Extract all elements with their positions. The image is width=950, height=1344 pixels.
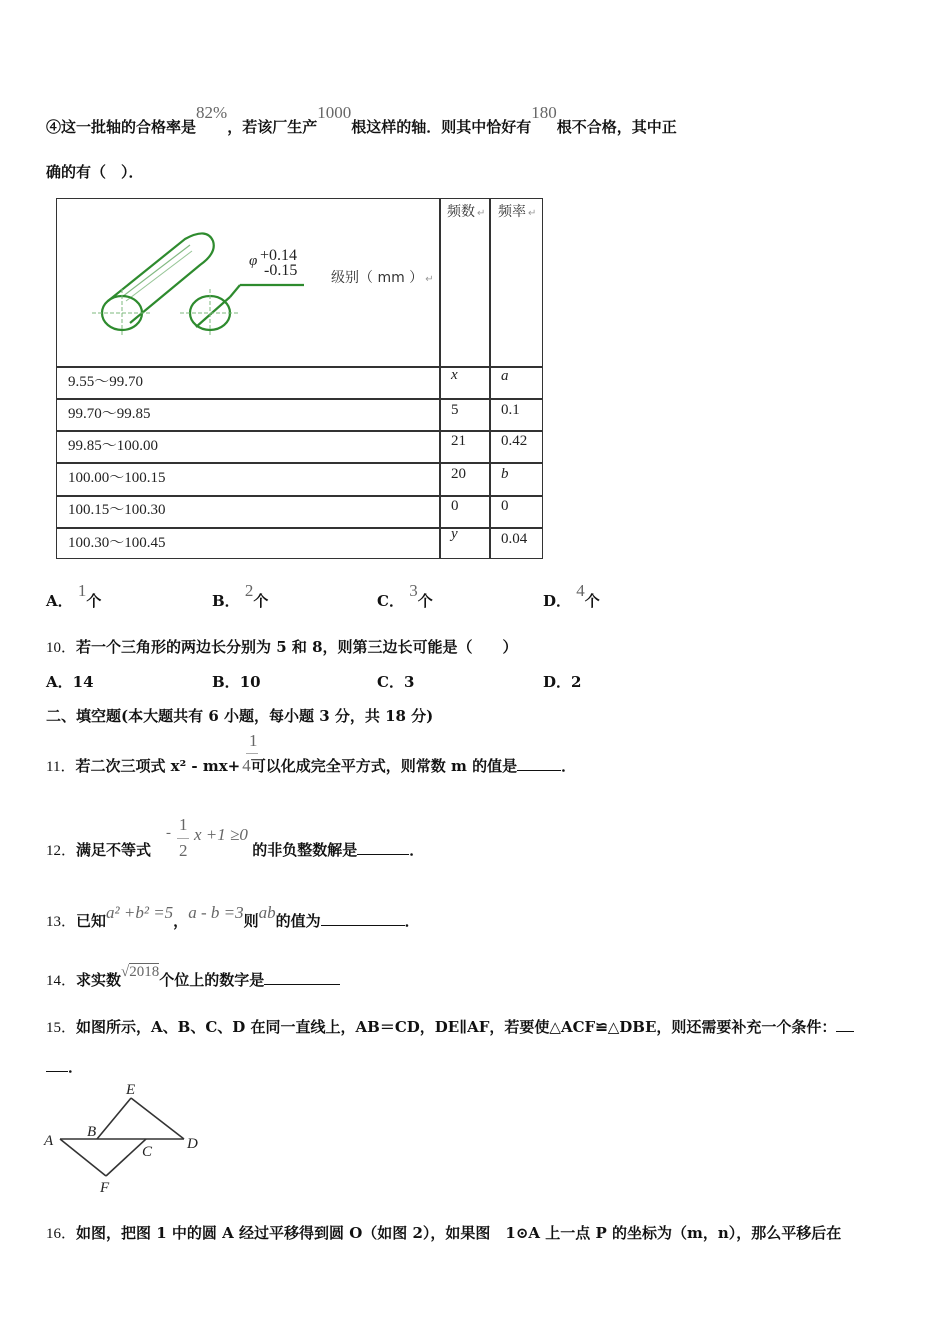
- answer-blank[interactable]: [46, 1071, 68, 1072]
- equation-2: a - b =3: [188, 903, 244, 922]
- q9-option-a[interactable]: [46, 581, 102, 611]
- table-row-count: 21: [451, 433, 466, 449]
- table-row-rate: 0.1: [501, 402, 520, 418]
- question-number: 13．: [46, 914, 77, 930]
- question-text: 如图，把图 1 中的圆 A 经过平移得到圆 O（如图 2），如果图 1⊙A 上一点 P 的坐标为（m，n），那么平移后在: [76, 1224, 842, 1242]
- option-value: 2: [571, 673, 582, 691]
- q10-question: [46, 636, 518, 657]
- q10-option-b[interactable]: [212, 671, 261, 692]
- option-value: 14: [72, 673, 94, 691]
- frequency-count-header: [447, 201, 485, 221]
- answer-blank[interactable]: [836, 1031, 854, 1032]
- q14-question: [46, 964, 340, 990]
- q15-continuation: [46, 1056, 83, 1077]
- point-c-label: C: [142, 1144, 153, 1160]
- table-row-range: 100.00～100.15: [68, 470, 166, 486]
- minus-sign: -: [166, 825, 171, 841]
- table-row-count: 20: [451, 466, 466, 482]
- q9-option-d[interactable]: [543, 581, 600, 611]
- table-row-rate: 0.04: [501, 531, 528, 547]
- equation-1: a² +b² =5: [106, 903, 174, 922]
- point-e-label: E: [126, 1082, 136, 1098]
- table-row-range: 99.70～99.85: [68, 406, 151, 422]
- option-letter: D．: [543, 592, 572, 610]
- question-number: 16．: [46, 1226, 77, 1242]
- fraction-numerator: 1: [179, 815, 188, 834]
- option-value: 3: [409, 581, 418, 600]
- point-f-label: F: [100, 1180, 110, 1196]
- table-divider: [439, 199, 441, 558]
- punctuation: ．: [68, 1058, 84, 1076]
- statement-text: 根不合格，其中正: [556, 118, 677, 136]
- point-a-label: A: [44, 1133, 54, 1149]
- option-unit: 个: [86, 592, 102, 610]
- table-divider: [57, 430, 542, 432]
- point-b-label: B: [87, 1124, 97, 1140]
- frequency-rate-header: [498, 201, 536, 221]
- option-letter: B．: [212, 673, 240, 691]
- q9-option-b[interactable]: [212, 581, 269, 611]
- option-letter: A．: [46, 673, 73, 691]
- q10-option-a[interactable]: [46, 671, 94, 692]
- table-divider: [57, 462, 542, 464]
- q9-question-line: 确的有（ ）．: [46, 163, 144, 181]
- punctuation: ．: [409, 841, 425, 859]
- option-letter: A．: [46, 592, 73, 610]
- table-row-count: 5: [451, 402, 459, 418]
- square-root: √2018: [121, 964, 160, 980]
- question-text: 若一个三角形的两边长分别为 5 和 8，则第三边长可能是（ ）: [76, 638, 518, 656]
- question-number: 15．: [46, 1020, 77, 1036]
- table-row-range: 100.15～100.30: [68, 502, 166, 518]
- statement-text: 根这样的轴．则其中恰好有: [351, 118, 532, 136]
- table-row-rate: 0: [501, 498, 509, 514]
- q11-question: [46, 731, 577, 776]
- punctuation: ，: [173, 912, 189, 930]
- option-value: 1: [77, 581, 87, 600]
- answer-blank[interactable]: [264, 984, 340, 985]
- table-row-range: 9.55～99.70: [68, 374, 144, 390]
- frequency-table: [56, 198, 543, 559]
- question-text: 的值为: [275, 912, 321, 930]
- question-text: 则: [243, 912, 259, 930]
- option-letter: C．: [377, 673, 404, 691]
- question-number: 10．: [46, 640, 77, 656]
- point-d-label: D: [187, 1136, 198, 1152]
- answer-blank[interactable]: [517, 770, 561, 771]
- option-unit: 个: [253, 592, 269, 610]
- option-value: 4: [576, 581, 585, 600]
- option-letter: C．: [377, 592, 404, 610]
- q13-question: [46, 903, 420, 931]
- phi-symbol: φ: [249, 253, 258, 269]
- grade-header: [331, 267, 434, 287]
- return-mark-icon: ↵: [425, 274, 434, 285]
- option-value: 2: [244, 581, 254, 600]
- answer-blank[interactable]: [357, 854, 409, 855]
- table-divider: [489, 199, 491, 558]
- punctuation: ．: [404, 912, 420, 930]
- table-row-count: y: [451, 526, 458, 542]
- freq-rate-label: 频率: [498, 204, 526, 220]
- table-row-rate: b: [501, 466, 509, 482]
- table-divider: [57, 495, 542, 497]
- q9-statement-4: [46, 103, 677, 137]
- option-unit: 个: [584, 592, 600, 610]
- total-count: 1000: [317, 103, 352, 122]
- pass-rate: 82%: [196, 103, 228, 122]
- freq-count-label: 频数: [447, 204, 475, 220]
- fraction-numerator: 1: [249, 731, 258, 750]
- table-row-count: 0: [451, 498, 459, 514]
- table-row-rate: a: [501, 368, 509, 384]
- table-row-range: 100.30～100.45: [68, 535, 166, 551]
- table-row-count: x: [451, 367, 458, 383]
- question-text: 满足不等式: [76, 841, 152, 859]
- option-unit: 个: [417, 592, 433, 610]
- question-text: 已知: [76, 912, 107, 930]
- question-text: 个位上的数字是: [159, 971, 265, 989]
- fraction-bar: [177, 838, 189, 839]
- question-text: 求实数: [76, 971, 122, 989]
- return-mark-icon: ↵: [477, 208, 486, 219]
- table-divider: [57, 527, 542, 529]
- product-ab: ab: [258, 903, 276, 922]
- option-letter: B．: [212, 592, 240, 610]
- q16-question: [46, 1222, 841, 1243]
- defect-count: 180: [531, 103, 557, 122]
- inequality-expression: x +1 ≥0: [194, 825, 248, 844]
- option-value: 3: [403, 673, 415, 691]
- return-mark-icon: ↵: [528, 208, 537, 219]
- q10-option-d[interactable]: [543, 671, 581, 692]
- statement-text: ，若该厂生产: [227, 118, 318, 136]
- tolerance-lower: -0.15: [264, 262, 298, 279]
- question-number: 11．: [46, 759, 76, 775]
- option-letter: D．: [543, 673, 572, 691]
- fraction-bar: [246, 753, 258, 754]
- table-row-rate: 0.42: [501, 433, 528, 449]
- question-number: 14．: [46, 973, 77, 989]
- shaft-diagram-icon: [82, 227, 312, 337]
- q9-option-c[interactable]: [377, 581, 433, 611]
- question-text: 的非负整数解是: [252, 841, 358, 859]
- tolerance-upper: +0.14: [260, 247, 298, 264]
- geometry-figure-icon: [42, 1080, 212, 1198]
- section-2-title: 二、填空题(本大题共有 6 小题，每小题 3 分，共 18 分): [46, 707, 434, 725]
- statement-text: ④这一批轴的合格率是: [46, 118, 197, 136]
- table-divider: [57, 366, 542, 368]
- table-row-range: 99.85～100.00: [68, 438, 159, 454]
- fraction-denominator: 4: [242, 756, 251, 775]
- fraction-denominator: 2: [179, 841, 188, 860]
- answer-blank[interactable]: [321, 925, 405, 926]
- question-text: 若二次三项式 x² - mx+: [75, 757, 241, 775]
- table-divider: [57, 398, 542, 400]
- q15-question: [46, 1016, 854, 1037]
- question-number: 12．: [46, 843, 77, 859]
- q10-option-c[interactable]: [377, 671, 414, 692]
- q12-question: [46, 815, 425, 860]
- punctuation: ．: [561, 757, 577, 775]
- grade-label: 级别（ mm ）: [331, 270, 424, 286]
- question-text: 如图所示，A、B、C、D 在同一直线上，AB＝CD，DE∥AF，若要使△ACF≌△DBE，则还需要补充一个条件：: [76, 1018, 837, 1036]
- question-text: 可以化成完全平方式，则常数 m 的值是: [250, 757, 518, 775]
- radicand: 2018: [129, 964, 160, 980]
- option-value: 10: [239, 673, 261, 691]
